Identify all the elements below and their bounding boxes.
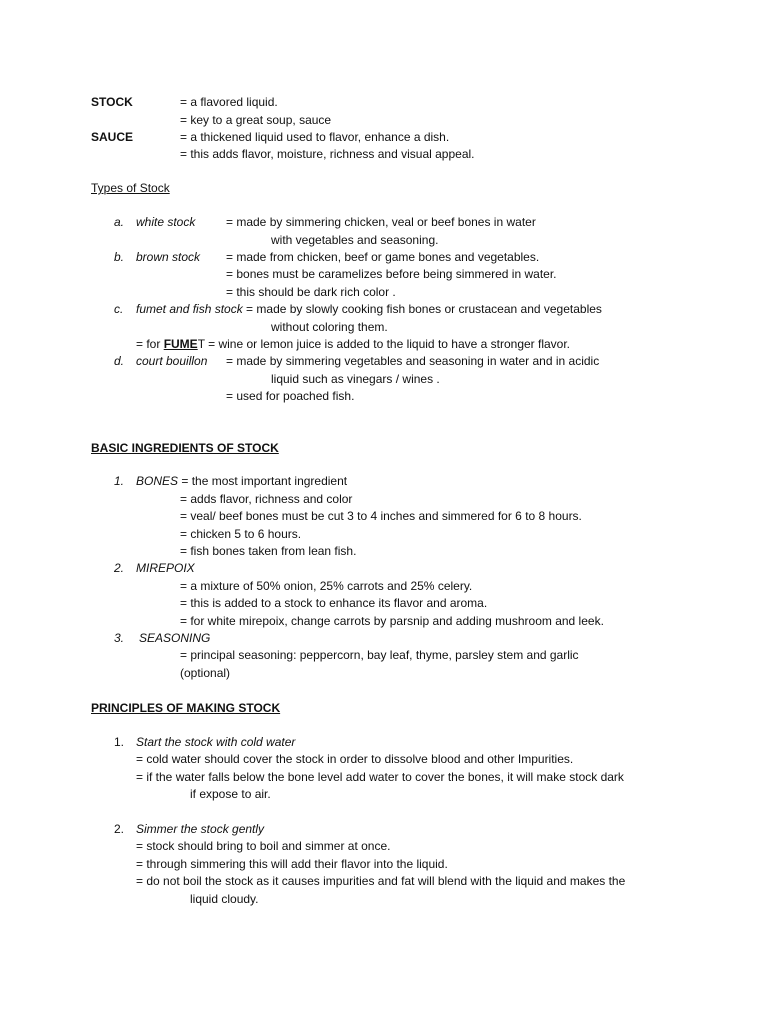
ingredient-definition: = the most important ingredient: [178, 474, 348, 488]
section-heading-principles: PRINCIPLES OF MAKING STOCK: [91, 701, 281, 715]
principle-detail: = stock should bring to boil and simmer at once.: [136, 839, 391, 853]
ingredient-definition: = this is added to a stock to enhance its flavor and aroma.: [180, 596, 488, 610]
ingredient-definition: = chicken 5 to 6 hours.: [180, 527, 302, 541]
stock-type-definition: without coloring them.: [271, 320, 388, 334]
section-heading-ingredients: BASIC INGREDIENTS OF STOCK: [91, 441, 279, 455]
sauce-definition: = a thickened liquid used to flavor, enhance a dish.: [180, 130, 450, 144]
list-marker: b.: [114, 250, 125, 264]
list-marker: 2.: [114, 822, 125, 836]
stock-type-definition: = made from chicken, beef or game bones and vegetables.: [226, 250, 540, 264]
ingredient-name: BONES: [136, 474, 179, 488]
ingredient-definition: = a mixture of 50% onion, 25% carrots and 25% celery.: [180, 579, 473, 593]
sauce-term: SAUCE: [91, 130, 134, 144]
stock-type-definition: = this should be dark rich color .: [226, 285, 396, 299]
ingredient-line: [136, 474, 347, 488]
list-marker: 1.: [114, 735, 125, 749]
ingredient-definition: (optional): [180, 666, 231, 680]
section-heading-types: Types of Stock: [91, 181, 170, 195]
ingredient-definition: = veal/ beef bones must be cut 3 to 4 inches and simmered for 6 to 8 hours.: [180, 509, 582, 523]
stock-type-definition: liquid such as vinegars / wines .: [271, 372, 440, 386]
principle-detail: = if the water falls below the bone level add water to cover the bones, it will make stock dark: [136, 770, 624, 784]
stock-type-name: fumet and fish stock: [136, 302, 243, 316]
stock-definition: = a flavored liquid.: [180, 95, 278, 109]
fumet-note-text: T = wine or lemon juice is added to the liquid to have a stronger flavor.: [197, 337, 571, 351]
ingredient-definition: = adds flavor, richness and color: [180, 492, 353, 506]
list-marker: 2.: [114, 561, 125, 575]
ingredient-definition: = for white mirepoix, change carrots by parsnip and adding mushroom and leek.: [180, 614, 604, 628]
principle-detail: = through simmering this will add their flavor into the liquid.: [136, 857, 448, 871]
stock-type-definition: = made by slowly cooking fish bones or crustacean and vegetables: [242, 302, 602, 316]
stock-type-name: court bouillon: [136, 354, 208, 368]
stock-type-definition: = bones must be caramelizes before being simmered in water.: [226, 267, 557, 281]
stock-type-definition: with vegetables and seasoning.: [271, 233, 439, 247]
ingredient-name: MIREPOIX: [136, 561, 195, 575]
list-marker: c.: [114, 302, 124, 316]
principle-detail: liquid cloudy.: [190, 892, 259, 906]
stock-type-definition: = made by simmering vegetables and seasoning in water and in acidic: [226, 354, 600, 368]
stock-type-definition: = used for poached fish.: [226, 389, 355, 403]
ingredient-name: SEASONING: [139, 631, 211, 645]
ingredient-definition: = principal seasoning: peppercorn, bay leaf, thyme, parsley stem and garlic: [180, 648, 579, 662]
principle-detail: = cold water should cover the stock in order to dissolve blood and other Impurities.: [136, 752, 574, 766]
ingredient-definition: = fish bones taken from lean fish.: [180, 544, 357, 558]
principle-detail: = do not boil the stock as it causes impurities and fat will blend with the liquid and makes the: [136, 874, 626, 888]
principle-title: Simmer the stock gently: [136, 822, 265, 836]
stock-type-name: white stock: [136, 215, 196, 229]
list-marker: 1.: [114, 474, 125, 488]
fumet-term: FUME: [163, 337, 198, 351]
fumet-note-prefix: = for: [136, 337, 164, 351]
sauce-definition: = this adds flavor, moisture, richness and visual appeal.: [180, 147, 475, 161]
stock-type-name: brown stock: [136, 250, 201, 264]
stock-type-definition: = made by simmering chicken, veal or beef bones in water: [226, 215, 536, 229]
list-marker: a.: [114, 215, 125, 229]
principle-detail: if expose to air.: [190, 787, 271, 801]
list-marker: 3.: [114, 631, 125, 645]
principle-title: Start the stock with cold water: [136, 735, 296, 749]
stock-definition: = key to a great soup, sauce: [180, 113, 332, 127]
list-marker: d.: [114, 354, 125, 368]
fumet-note: [136, 337, 570, 351]
stock-type-line: [136, 302, 602, 316]
stock-term: STOCK: [91, 95, 133, 109]
